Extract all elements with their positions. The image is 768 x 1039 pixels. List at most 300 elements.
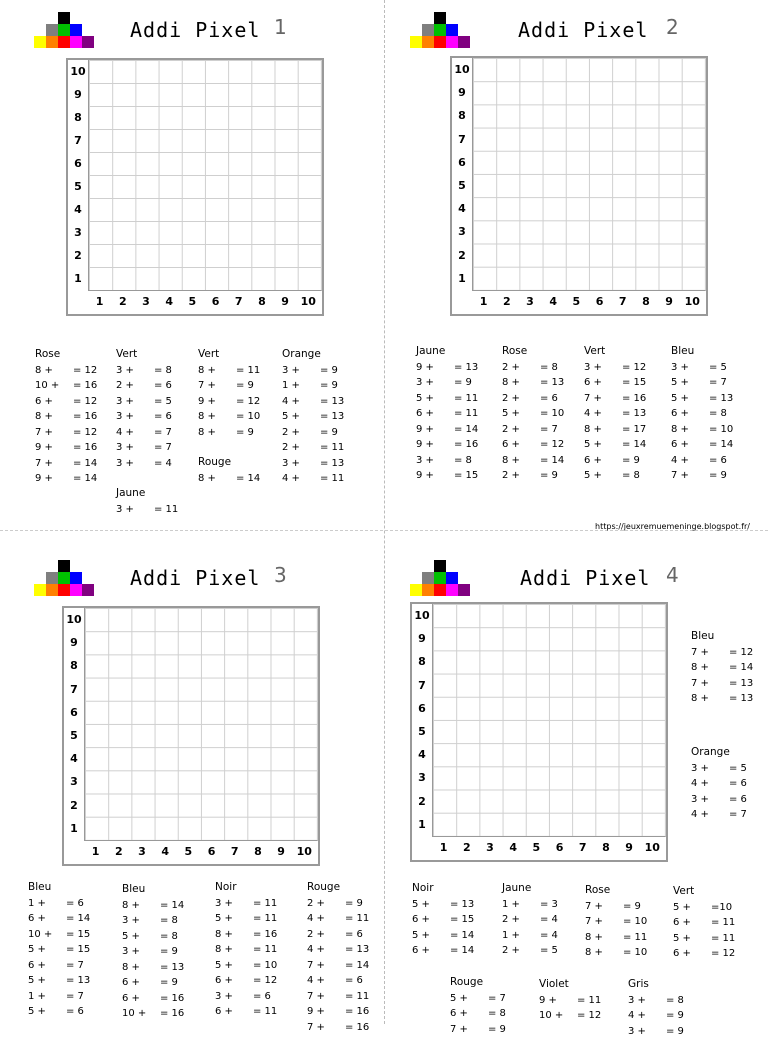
x-axis-number: 8 xyxy=(634,290,657,312)
addition-clue xyxy=(198,394,260,410)
clue-sum: = 13 xyxy=(320,394,344,410)
clue-group xyxy=(116,486,178,517)
clue-addend: 8 + xyxy=(35,409,73,425)
clue-addend: 3 + xyxy=(116,394,154,410)
addition-clue xyxy=(282,409,344,425)
clue-addend: 3 + xyxy=(671,360,709,376)
y-axis-number: 2 xyxy=(68,244,88,267)
puzzle-title: Addi Pixel xyxy=(518,18,648,42)
addition-clue xyxy=(691,761,747,777)
clue-group xyxy=(35,347,97,487)
clue-addend: 6 + xyxy=(412,912,450,928)
clue-sum: = 14 xyxy=(345,958,369,974)
clue-sum: = 12 xyxy=(236,394,260,410)
addition-clue xyxy=(412,897,474,913)
y-axis-number: 9 xyxy=(452,81,472,104)
addition-clue xyxy=(416,360,478,376)
addition-clue xyxy=(584,391,646,407)
logo-pixel xyxy=(70,24,82,36)
logo-pixel xyxy=(46,584,58,596)
clue-sum: = 7 xyxy=(66,958,84,974)
clue-addend: 6 + xyxy=(122,975,160,991)
clue-sum: = 11 xyxy=(253,942,277,958)
clue-addend: 3 + xyxy=(116,363,154,379)
clue-addend: 10 + xyxy=(122,1006,160,1022)
clue-sum: = 9 xyxy=(666,1008,684,1024)
clue-sum: = 15 xyxy=(622,375,646,391)
clue-addend: 5 + xyxy=(450,991,488,1007)
addition-clue xyxy=(116,456,172,472)
clue-sum: = 11 xyxy=(711,915,735,931)
addition-clue xyxy=(539,1008,601,1024)
addition-clue xyxy=(35,394,97,410)
clue-sum: = 8 xyxy=(709,406,727,422)
addition-clue xyxy=(412,943,474,959)
clue-addend: 3 + xyxy=(691,792,729,808)
clue-addend: 6 + xyxy=(416,406,454,422)
addition-clue xyxy=(502,375,564,391)
clue-addend: 8 + xyxy=(198,363,236,379)
addition-clue xyxy=(502,360,564,376)
addition-clue xyxy=(198,363,260,379)
clue-sum: = 10 xyxy=(623,945,647,961)
clue-group xyxy=(122,882,184,1022)
addition-clue xyxy=(628,993,684,1009)
clue-sum: = 14 xyxy=(729,660,753,676)
clue-sum: = 9 xyxy=(320,363,338,379)
addition-clue xyxy=(584,375,646,391)
clue-sum: = 16 xyxy=(345,1020,369,1036)
clue-sum: = 8 xyxy=(666,993,684,1009)
addition-clue xyxy=(450,991,506,1007)
clue-addend: 7 + xyxy=(35,425,73,441)
x-axis-number: 9 xyxy=(270,840,293,862)
vertical-cut-line xyxy=(384,0,385,1024)
addition-clue xyxy=(502,912,558,928)
clue-addend: 5 + xyxy=(412,928,450,944)
clue-addend: 1 + xyxy=(502,928,540,944)
x-axis-number: 3 xyxy=(478,836,501,858)
clue-addend: 8 + xyxy=(502,453,540,469)
clue-sum: = 13 xyxy=(622,406,646,422)
clue-addend: 4 + xyxy=(282,394,320,410)
clue-sum: = 13 xyxy=(729,691,753,707)
clue-sum: = 10 xyxy=(709,422,733,438)
y-axis-number: 5 xyxy=(68,175,88,198)
clue-addend: 5 + xyxy=(122,929,160,945)
clue-addend: 7 + xyxy=(35,456,73,472)
addition-clue xyxy=(691,792,747,808)
clue-sum: = 13 xyxy=(729,676,753,692)
addition-clue xyxy=(671,360,733,376)
clue-sum: = 7 xyxy=(709,375,727,391)
addition-clue xyxy=(307,911,369,927)
clue-sum: = 12 xyxy=(253,973,277,989)
clue-sum: = 9 xyxy=(623,899,641,915)
addition-clue xyxy=(585,930,647,946)
clue-sum: = 9 xyxy=(454,375,472,391)
logo-pixel xyxy=(82,584,94,596)
addition-clue xyxy=(198,378,260,394)
clue-sum: = 8 xyxy=(488,1006,506,1022)
clue-addend: 3 + xyxy=(215,989,253,1005)
logo-pixel xyxy=(70,36,82,48)
clue-sum: = 11 xyxy=(345,989,369,1005)
y-axis-number: 6 xyxy=(452,151,472,174)
clue-color-heading: Vert xyxy=(673,884,735,900)
addition-clue xyxy=(671,453,733,469)
clue-addend: 4 + xyxy=(307,911,345,927)
clue-color-heading: Rouge xyxy=(450,975,506,991)
clue-sum: = 14 xyxy=(454,422,478,438)
clue-sum: = 13 xyxy=(66,973,90,989)
clue-addend: 3 + xyxy=(215,896,253,912)
clue-sum: = 7 xyxy=(729,807,747,823)
clue-sum: = 9 xyxy=(160,944,178,960)
clue-sum: = 9 xyxy=(666,1024,684,1039)
clue-sum: = 9 xyxy=(709,468,727,484)
addition-clue xyxy=(502,928,558,944)
clue-addend: 4 + xyxy=(691,776,729,792)
clue-addend: 8 + xyxy=(198,409,236,425)
clue-addend: 7 + xyxy=(585,899,623,915)
x-axis-number: 6 xyxy=(200,840,223,862)
clue-addend: 8 + xyxy=(198,425,236,441)
clue-addend: 5 + xyxy=(282,409,320,425)
clue-sum: = 13 xyxy=(450,897,474,913)
clue-color-heading: Rouge xyxy=(307,880,369,896)
x-axis-number: 4 xyxy=(502,836,525,858)
clue-addend: 9 + xyxy=(416,437,454,453)
clue-addend: 2 + xyxy=(307,896,345,912)
clue-addend: 3 + xyxy=(116,440,154,456)
x-axis-number: 6 xyxy=(204,290,227,312)
clue-addend: 8 + xyxy=(691,691,729,707)
x-axis-number: 2 xyxy=(455,836,478,858)
logo-pixel xyxy=(446,584,458,596)
y-axis-number: 7 xyxy=(68,129,88,152)
puzzle-title: Addi Pixel xyxy=(520,566,650,590)
clue-addend: 9 + xyxy=(198,394,236,410)
y-axis-number: 7 xyxy=(412,674,432,697)
clue-addend: 6 + xyxy=(502,437,540,453)
addition-clue xyxy=(691,645,753,661)
clue-sum: = 11 xyxy=(320,471,344,487)
clue-sum: =10 xyxy=(711,900,732,916)
y-axis-number: 1 xyxy=(68,267,88,290)
x-axis-number: 5 xyxy=(525,836,548,858)
clue-sum: = 11 xyxy=(236,363,260,379)
addition-clue xyxy=(122,898,184,914)
x-axis-number: 1 xyxy=(88,290,111,312)
clue-sum: = 12 xyxy=(711,946,735,962)
y-axis-number: 4 xyxy=(68,198,88,221)
clue-sum: = 7 xyxy=(154,440,172,456)
addition-clue xyxy=(116,440,172,456)
clue-addend: 1 + xyxy=(282,378,320,394)
logo-pixel xyxy=(34,36,46,48)
addition-clue xyxy=(628,1024,684,1039)
addition-clue xyxy=(198,409,260,425)
clue-addend: 5 + xyxy=(671,375,709,391)
addition-clue xyxy=(282,456,344,472)
clue-addend: 3 + xyxy=(416,375,454,391)
clue-sum: = 6 xyxy=(709,453,727,469)
clue-addend: 10 + xyxy=(539,1008,577,1024)
clue-addend: 8 + xyxy=(215,927,253,943)
clue-sum: = 9 xyxy=(488,1022,506,1038)
clue-sum: = 11 xyxy=(253,896,277,912)
addition-clue xyxy=(28,1004,90,1020)
clue-addend: 6 + xyxy=(673,946,711,962)
clue-sum: = 10 xyxy=(540,406,564,422)
logo-pixel xyxy=(446,36,458,48)
addition-clue xyxy=(416,453,478,469)
addition-clue xyxy=(416,391,478,407)
y-axis-number: 4 xyxy=(64,747,84,770)
logo-pixel xyxy=(434,12,446,24)
logo-pixel xyxy=(46,572,58,584)
clue-group xyxy=(307,880,369,1035)
clue-addend: 4 + xyxy=(307,942,345,958)
clue-color-heading: Bleu xyxy=(28,880,90,896)
clue-sum: = 5 xyxy=(709,360,727,376)
clue-addend: 6 + xyxy=(671,406,709,422)
clue-addend: 5 + xyxy=(412,897,450,913)
addition-clue xyxy=(673,900,735,916)
clue-sum: = 16 xyxy=(160,991,184,1007)
addition-clue xyxy=(307,1004,369,1020)
clue-addend: 9 + xyxy=(539,993,577,1009)
clue-group xyxy=(416,344,478,484)
pixel-logo-icon xyxy=(34,560,98,598)
addition-clue xyxy=(584,453,646,469)
addition-clue xyxy=(198,471,260,487)
pixel-logo-icon xyxy=(410,560,474,598)
clue-sum: = 10 xyxy=(623,914,647,930)
clue-addend: 8 + xyxy=(585,930,623,946)
clue-addend: 3 + xyxy=(116,409,154,425)
y-axis-number: 2 xyxy=(452,244,472,267)
logo-pixel xyxy=(434,572,446,584)
clue-color-heading: Vert xyxy=(584,344,646,360)
clue-addend: 2 + xyxy=(502,468,540,484)
addition-clue xyxy=(502,422,564,438)
clue-addend: 8 + xyxy=(35,363,73,379)
x-axis-number: 9 xyxy=(658,290,681,312)
x-axis-number: 5 xyxy=(177,840,200,862)
clue-sum: = 14 xyxy=(540,453,564,469)
clue-sum: = 10 xyxy=(236,409,260,425)
addition-clue xyxy=(282,471,344,487)
clue-color-heading: Violet xyxy=(539,977,601,993)
y-axis-number: 4 xyxy=(412,743,432,766)
addition-clue xyxy=(416,437,478,453)
clue-group xyxy=(215,880,277,1020)
clue-sum: = 11 xyxy=(623,930,647,946)
clue-group xyxy=(198,347,260,440)
clue-addend: 5 + xyxy=(215,958,253,974)
clue-addend: 2 + xyxy=(502,391,540,407)
clue-addend: 7 + xyxy=(671,468,709,484)
y-axis-number: 9 xyxy=(64,631,84,654)
x-axis-number: 8 xyxy=(594,836,617,858)
addition-clue xyxy=(539,993,601,1009)
addition-clue xyxy=(691,660,753,676)
clue-addend: 6 + xyxy=(673,915,711,931)
x-axis-number: 10 xyxy=(297,290,320,312)
clue-sum: = 16 xyxy=(622,391,646,407)
logo-pixel xyxy=(34,584,46,596)
clue-sum: = 13 xyxy=(454,360,478,376)
logo-pixel xyxy=(434,36,446,48)
addition-clue xyxy=(584,437,646,453)
clue-addend: 5 + xyxy=(584,468,622,484)
clue-addend: 4 + xyxy=(691,807,729,823)
clue-addend: 3 + xyxy=(416,453,454,469)
clue-color-heading: Bleu xyxy=(691,629,753,645)
clue-addend: 2 + xyxy=(502,912,540,928)
clue-addend: 1 + xyxy=(28,896,66,912)
addition-clue xyxy=(215,958,277,974)
clue-addend: 4 + xyxy=(116,425,154,441)
addition-clue xyxy=(450,1006,506,1022)
clue-addend: 9 + xyxy=(416,360,454,376)
clue-addend: 6 + xyxy=(215,1004,253,1020)
clue-sum: = 4 xyxy=(154,456,172,472)
logo-pixel xyxy=(446,24,458,36)
y-axis-number: 5 xyxy=(412,720,432,743)
clue-sum: = 16 xyxy=(160,1006,184,1022)
clue-addend: 7 + xyxy=(307,989,345,1005)
clue-sum: = 6 xyxy=(253,989,271,1005)
clue-sum: = 12 xyxy=(577,1008,601,1024)
addition-clue xyxy=(28,896,90,912)
y-axis-number: 2 xyxy=(412,790,432,813)
clue-addend: 8 + xyxy=(584,422,622,438)
clue-sum: = 17 xyxy=(622,422,646,438)
clue-addend: 9 + xyxy=(416,468,454,484)
clue-sum: = 12 xyxy=(73,425,97,441)
addition-clue xyxy=(416,406,478,422)
clue-sum: = 15 xyxy=(66,942,90,958)
clue-addend: 10 + xyxy=(35,378,73,394)
addition-clue xyxy=(502,897,558,913)
addition-clue xyxy=(673,931,735,947)
clue-addend: 8 + xyxy=(122,960,160,976)
clue-group xyxy=(28,880,90,1020)
clue-color-heading: Jaune xyxy=(116,486,178,502)
addition-clue xyxy=(584,422,646,438)
clue-addend: 6 + xyxy=(28,911,66,927)
addition-clue xyxy=(282,425,344,441)
addition-clue xyxy=(122,929,184,945)
clue-group xyxy=(691,629,753,707)
x-axis-number: 2 xyxy=(107,840,130,862)
clue-group xyxy=(671,344,733,484)
y-axis-number: 7 xyxy=(64,678,84,701)
addition-clue xyxy=(412,928,474,944)
addition-clue xyxy=(412,912,474,928)
puzzle-number: 4 xyxy=(666,563,679,587)
x-axis-number: 5 xyxy=(565,290,588,312)
logo-pixel xyxy=(434,24,446,36)
addition-clue xyxy=(282,394,344,410)
x-axis-number: 10 xyxy=(681,290,704,312)
clue-addend: 4 + xyxy=(282,471,320,487)
clue-addend: 3 + xyxy=(282,363,320,379)
clue-sum: = 6 xyxy=(154,378,172,394)
clue-group xyxy=(412,881,474,959)
addition-clue xyxy=(671,422,733,438)
logo-pixel xyxy=(70,572,82,584)
pixel-grid[interactable] xyxy=(432,604,666,837)
logo-pixel xyxy=(458,36,470,48)
clue-color-heading: Rose xyxy=(502,344,564,360)
y-axis-number: 2 xyxy=(64,794,84,817)
y-axis-number: 3 xyxy=(68,221,88,244)
logo-pixel xyxy=(82,36,94,48)
clue-addend: 3 + xyxy=(282,456,320,472)
pixel-grid[interactable] xyxy=(472,58,706,291)
clue-sum: = 12 xyxy=(73,363,97,379)
clue-color-heading: Rose xyxy=(35,347,97,363)
clue-color-heading: Gris xyxy=(628,977,684,993)
y-axis-number: 10 xyxy=(412,604,432,627)
clue-color-heading: Vert xyxy=(116,347,172,363)
clue-addend: 3 + xyxy=(116,502,154,518)
clue-addend: 7 + xyxy=(691,645,729,661)
clue-sum: = 11 xyxy=(454,391,478,407)
clue-color-heading: Rose xyxy=(585,883,647,899)
pixel-grid[interactable] xyxy=(88,60,322,291)
clue-sum: = 14 xyxy=(160,898,184,914)
pixel-grid[interactable] xyxy=(84,608,318,841)
clue-addend: 8 + xyxy=(215,942,253,958)
clue-addend: 7 + xyxy=(307,958,345,974)
x-axis-number: 5 xyxy=(181,290,204,312)
clue-color-heading: Orange xyxy=(691,745,747,761)
addition-clue xyxy=(116,425,172,441)
clue-sum: = 15 xyxy=(66,927,90,943)
addition-clue xyxy=(307,1020,369,1036)
clue-sum: = 8 xyxy=(622,468,640,484)
x-axis-number: 10 xyxy=(293,840,316,862)
addition-clue xyxy=(691,807,747,823)
clue-sum: = 9 xyxy=(345,896,363,912)
addition-clue xyxy=(585,914,647,930)
y-axis-number: 7 xyxy=(452,128,472,151)
clue-addend: 4 + xyxy=(628,1008,666,1024)
clue-group xyxy=(502,881,558,959)
addition-clue xyxy=(28,958,90,974)
clue-sum: = 11 xyxy=(345,911,369,927)
addition-clue xyxy=(691,691,753,707)
clue-addend: 5 + xyxy=(215,911,253,927)
logo-pixel xyxy=(446,572,458,584)
clue-addend: 8 + xyxy=(691,660,729,676)
addition-clue xyxy=(215,973,277,989)
clue-sum: = 12 xyxy=(729,645,753,661)
x-axis-number: 4 xyxy=(158,290,181,312)
logo-pixel xyxy=(46,36,58,48)
clue-sum: = 8 xyxy=(154,363,172,379)
clue-sum: = 6 xyxy=(154,409,172,425)
clue-addend: 3 + xyxy=(116,456,154,472)
clue-sum: = 10 xyxy=(253,958,277,974)
clue-addend: 8 + xyxy=(671,422,709,438)
clue-addend: 2 + xyxy=(502,422,540,438)
